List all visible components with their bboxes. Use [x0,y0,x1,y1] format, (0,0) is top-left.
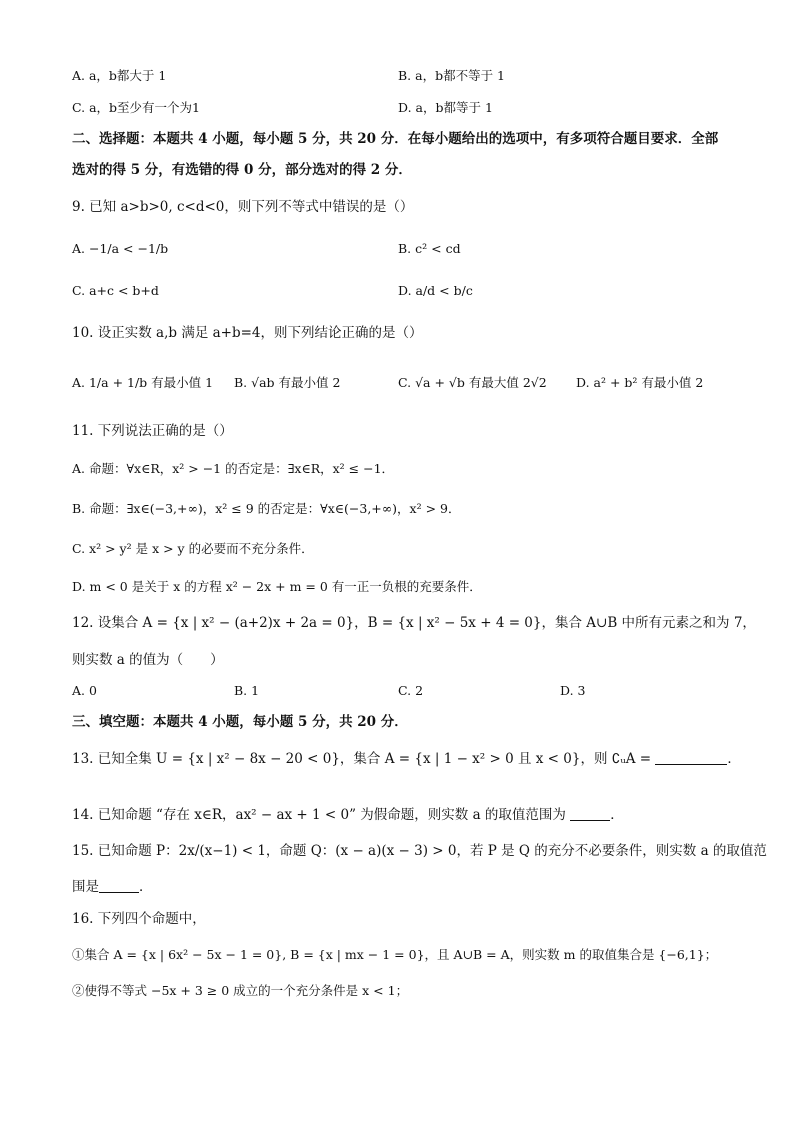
q15-end: ． [139,879,153,895]
q11-option-d: D. m < 0 是关于 x 的方程 x² − 2x + m = 0 有一正一负根的充要条件． [72,579,482,594]
q8-option-a: A. a，b都大于 1 [72,68,167,83]
q15-stem-line2: 围是 [72,879,99,895]
section2-heading-line1: 二、选择题：本题共 4 小题，每小题 5 分，共 20 分．在每小题给出的选项中，有多项符合题目要求．全部 [72,131,719,147]
q11-stem: 11. 下列说法正确的是（） [72,423,233,439]
q16-stem: 16. 下列四个命题中， [72,911,206,927]
q11-option-a: A. 命题：∀x∈R，x² > −1 的否定是：∃x∈R，x² ≤ −1． [72,461,395,476]
q12-option-a: A. 0 [72,683,97,698]
q9-option-c: C. a+c < b+d [72,283,159,298]
q10-option-d: D. a² + b² 有最小值 2 [576,375,704,390]
q10-option-b: B. √ab 有最小值 2 [234,375,341,390]
q8-option-c: C. a，b至少有一个为1 [72,100,200,115]
q10-option-c: C. √a + √b 有最大值 2√2 [398,375,547,390]
q16-item-2: ②使得不等式 −5x + 3 ≥ 0 成立的一个充分条件是 x < 1； [72,983,409,998]
q13-line [72,750,741,768]
section3-heading: 三、填空题：本题共 4 小题，每小题 5 分，共 20 分． [72,714,408,730]
q8-option-d: D. a，b都等于 1 [398,100,493,115]
q9-option-b: B. c² < cd [398,241,461,256]
q11-option-b: B. 命题：∃x∈(−3,+∞)，x² ≤ 9 的否定是：∀x∈(−3,+∞)，x² > 9． [72,501,461,516]
q12-stem-line1: 12. 设集合 A = {x | x² − (a+2)x + 2a = 0}，B = {x | x² − 5x + 4 = 0}，集合 A∪B 中所有元素之和为 7， [72,615,756,631]
q12-option-c: C. 2 [398,683,424,698]
q15-answer-blank[interactable] [99,879,139,893]
q13-end: ． [727,751,741,767]
q15-line2 [72,878,153,896]
q12-stem-line2: 则实数 a 的值为（ ） [72,652,224,668]
q10-stem: 10. 设正实数 a,b 满足 a+b=4，则下列结论正确的是（） [72,325,423,341]
q9-stem: 9. 已知 a>b>0, c<d<0，则下列不等式中错误的是（） [72,199,414,215]
section2-heading-line2: 选对的得 5 分，有选错的得 0 分，部分选对的得 2 分． [72,162,412,178]
q14-end: ． [610,807,624,823]
q11-option-c: C. x² > y² 是 x > y 的必要而不充分条件． [72,541,314,556]
q9-option-a: A. −1/a < −1/b [72,241,169,256]
q16-item-1: ①集合 A = {x | 6x² − 5x − 1 = 0}, B = {x | mx − 1 = 0}，且 A∪B = A，则实数 m 的取值集合是 {−6,1}； [72,947,718,962]
q13-stem: 13. 已知全集 U = {x | x² − 8x − 20 < 0}，集合 A = {x | 1 − x² > 0 且 x < 0}，则 ∁ᵤA = [72,751,652,767]
q14-line [72,806,624,824]
q15-stem-line1: 15. 已知命题 P：2x/(x−1) < 1，命题 Q：(x − a)(x − 3) > 0，若 P 是 Q 的充分不必要条件，则实数 a 的取值范 [72,843,767,859]
q12-option-d: D. 3 [560,683,586,698]
q12-option-b: B. 1 [234,683,260,698]
q8-option-b: B. a，b都不等于 1 [398,68,506,83]
q14-answer-blank[interactable] [570,807,610,821]
q14-stem: 14. 已知命题 “存在 x∈R，ax² − ax + 1 < 0” 为假命题，则实数 a 的取值范围为 [72,807,566,823]
q13-answer-blank[interactable] [655,751,727,765]
q10-option-a: A. 1/a + 1/b 有最小值 1 [72,375,214,390]
q9-option-d: D. a/d < b/c [398,283,473,298]
